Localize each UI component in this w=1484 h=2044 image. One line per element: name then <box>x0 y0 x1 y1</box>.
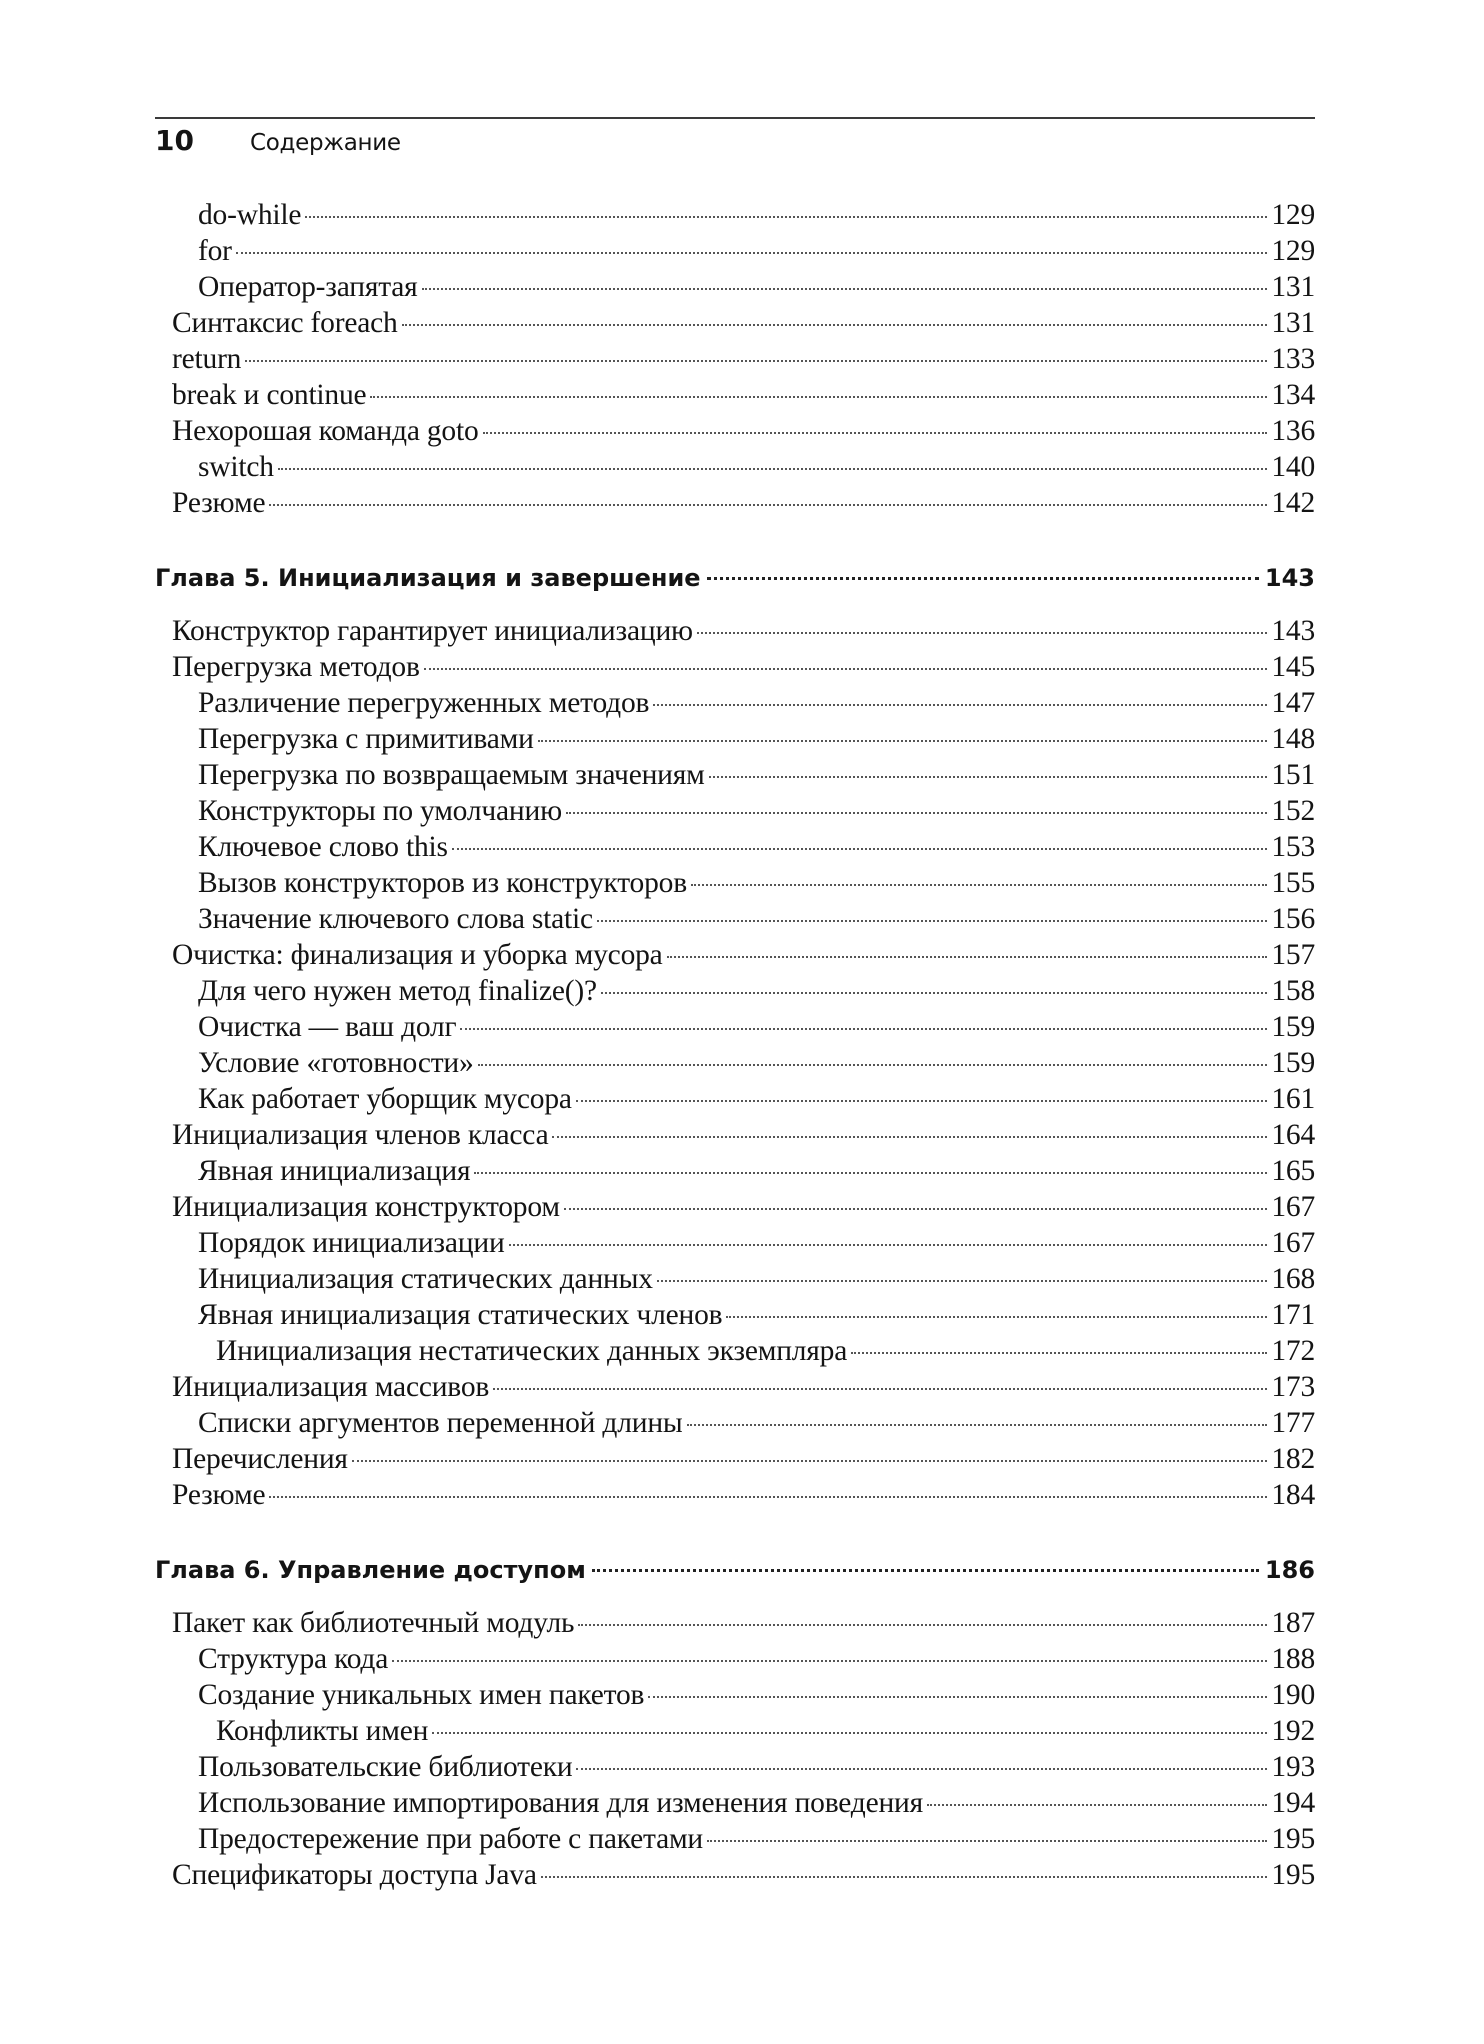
dot-leader <box>509 1244 1268 1246</box>
dot-leader <box>691 884 1267 886</box>
dot-leader <box>452 848 1268 850</box>
dot-leader <box>648 1696 1267 1698</box>
toc-entry-page: 182 <box>1271 1443 1315 1475</box>
toc-entry <box>155 1677 1315 1713</box>
toc-entry-page: 187 <box>1271 1607 1315 1639</box>
chapter-page-number: 143 <box>1264 564 1315 592</box>
dot-leader <box>269 504 1267 506</box>
toc-entry-page: 165 <box>1271 1155 1315 1187</box>
toc-entry-page: 167 <box>1271 1191 1315 1223</box>
toc-entry <box>155 649 1315 685</box>
toc-entry-page: 133 <box>1271 343 1315 375</box>
toc-entry-title: Конструкторы по умолчанию <box>198 795 562 827</box>
toc-entry-page: 192 <box>1271 1715 1315 1747</box>
toc-entry-page: 131 <box>1271 271 1315 303</box>
dot-leader <box>927 1804 1267 1806</box>
toc-entry <box>155 449 1315 485</box>
toc-entry-title: Значение ключевого слова static <box>198 903 593 935</box>
toc-entry <box>155 1857 1315 1893</box>
toc-entry-page: 152 <box>1271 795 1315 827</box>
toc-entry-page: 164 <box>1271 1119 1315 1151</box>
toc-entry <box>155 1045 1315 1081</box>
toc-entry-title: Порядок инициализации <box>198 1227 505 1259</box>
running-header <box>155 124 401 157</box>
toc-entry-page: 145 <box>1271 651 1315 683</box>
toc-entry-page: 193 <box>1271 1751 1315 1783</box>
header-rule <box>155 117 1315 119</box>
toc-entry-title: Резюме <box>172 487 266 519</box>
dot-leader <box>269 1496 1267 1498</box>
toc-entry-title: Перегрузка с примитивами <box>198 723 534 755</box>
dot-leader <box>597 920 1267 922</box>
toc-entry-title: Синтаксис foreach <box>172 307 398 339</box>
toc-entry-title: Резюме <box>172 1479 266 1511</box>
toc-entry-title: Условие «готовности» <box>198 1047 474 1079</box>
toc-entry-title: Инициализация нестатических данных экземпляра <box>216 1335 848 1367</box>
toc-entry-page: 155 <box>1271 867 1315 899</box>
toc-entry-page: 172 <box>1271 1335 1315 1367</box>
dot-leader <box>576 1768 1267 1770</box>
dot-leader <box>653 704 1267 706</box>
chapter-page-number: 186 <box>1264 1556 1315 1584</box>
toc-entry-title: Очистка: финализация и уборка мусора <box>172 939 663 971</box>
toc-entry-title: Перегрузка по возвращаемым значениям <box>198 759 705 791</box>
dot-leader <box>541 1876 1268 1878</box>
toc-entry-title: Явная инициализация <box>198 1155 471 1187</box>
toc-entry-page: 156 <box>1271 903 1315 935</box>
dot-leader <box>552 1136 1267 1138</box>
dot-leader <box>493 1388 1267 1390</box>
toc-entry-title: Инициализация членов класса <box>172 1119 549 1151</box>
toc-entry-title: Очистка — ваш долг <box>198 1011 457 1043</box>
chapter-heading <box>155 559 1315 597</box>
toc-entry-page: 143 <box>1271 615 1315 647</box>
toc-entry-title: switch <box>198 451 274 483</box>
toc-entry-page: 129 <box>1271 235 1315 267</box>
toc-entry <box>155 377 1315 413</box>
dot-leader <box>564 1208 1268 1210</box>
toc-entry-page: 129 <box>1271 199 1315 231</box>
toc-entry <box>155 1713 1315 1749</box>
toc-entry <box>155 1261 1315 1297</box>
dot-leader <box>422 288 1268 290</box>
toc-entry <box>155 485 1315 521</box>
toc-entry-page: 136 <box>1271 415 1315 447</box>
toc-entry <box>155 1189 1315 1225</box>
toc-entry <box>155 233 1315 269</box>
chapter-heading <box>155 1551 1315 1589</box>
toc-entry <box>155 613 1315 649</box>
dot-leader <box>566 812 1267 814</box>
toc-entry-title: Явная инициализация статических членов <box>198 1299 723 1331</box>
toc-entry <box>155 1297 1315 1333</box>
toc-entry-title: Конструктор гарантирует инициализацию <box>172 615 693 647</box>
toc-entry-title: Ключевое слово this <box>198 831 448 863</box>
dot-leader <box>707 1840 1267 1842</box>
toc-entry-title: do-while <box>198 199 302 231</box>
toc-entry <box>155 269 1315 305</box>
toc-entry-page: 177 <box>1271 1407 1315 1439</box>
toc-entry <box>155 829 1315 865</box>
toc-entry <box>155 757 1315 793</box>
toc-entry <box>155 413 1315 449</box>
toc-entry <box>155 305 1315 341</box>
toc-entry-page: 134 <box>1271 379 1315 411</box>
toc-entry <box>155 1405 1315 1441</box>
dot-leader <box>402 324 1268 326</box>
toc-entry-title: break и continue <box>172 379 367 411</box>
dot-leader <box>578 1624 1267 1626</box>
dot-leader <box>851 1352 1267 1354</box>
dot-leader <box>709 776 1268 778</box>
page-number: 10 <box>155 124 194 157</box>
dot-leader <box>538 740 1268 742</box>
toc-entry-title: Нехорошая команда goto <box>172 415 479 447</box>
dot-leader <box>424 668 1268 670</box>
dot-leader <box>236 252 1268 254</box>
dot-leader <box>697 632 1267 634</box>
toc-entry-page: 194 <box>1271 1787 1315 1819</box>
toc-entry <box>155 721 1315 757</box>
toc-entry-page: 195 <box>1271 1859 1315 1891</box>
toc-entry <box>155 901 1315 937</box>
toc-entry <box>155 1441 1315 1477</box>
toc-entry-page: 159 <box>1271 1047 1315 1079</box>
toc-entry-page: 171 <box>1271 1299 1315 1331</box>
toc-entry-title: Инициализация конструктором <box>172 1191 560 1223</box>
toc-entry-title: Инициализация статических данных <box>198 1263 653 1295</box>
dot-leader <box>370 396 1267 398</box>
dot-leader <box>601 992 1267 994</box>
toc-entry <box>155 1749 1315 1785</box>
toc-entry-page: 159 <box>1271 1011 1315 1043</box>
dot-leader <box>667 956 1268 958</box>
toc-entry-page: 147 <box>1271 687 1315 719</box>
dot-leader <box>245 360 1267 362</box>
toc-entry <box>155 1333 1315 1369</box>
chapter-title: Глава 6. Управление доступом <box>155 1556 586 1584</box>
toc-entry <box>155 1153 1315 1189</box>
toc-entry-page: 173 <box>1271 1371 1315 1403</box>
dot-leader <box>726 1316 1267 1318</box>
toc-entry-page: 188 <box>1271 1643 1315 1675</box>
toc-entry <box>155 341 1315 377</box>
toc-entry <box>155 1605 1315 1641</box>
toc-entry <box>155 937 1315 973</box>
dot-leader <box>278 468 1268 470</box>
toc-entry-page: 195 <box>1271 1823 1315 1855</box>
toc-entry-page: 167 <box>1271 1227 1315 1259</box>
toc-entry-title: Как работает уборщик мусора <box>198 1083 572 1115</box>
toc-entry-title: Спецификаторы доступа Java <box>172 1859 537 1891</box>
table-of-contents <box>155 197 1315 1893</box>
toc-entry-title: Вызов конструкторов из конструкторов <box>198 867 687 899</box>
toc-entry <box>155 1081 1315 1117</box>
toc-entry <box>155 973 1315 1009</box>
dot-leader <box>392 1660 1267 1662</box>
toc-entry <box>155 1477 1315 1513</box>
dot-leader <box>478 1064 1268 1066</box>
toc-entry-page: 142 <box>1271 487 1315 519</box>
toc-entry-title: Для чего нужен метод finalize()? <box>198 975 597 1007</box>
toc-entry-page: 158 <box>1271 975 1315 1007</box>
toc-entry-page: 148 <box>1271 723 1315 755</box>
dot-leader <box>460 1028 1267 1030</box>
toc-entry-page: 168 <box>1271 1263 1315 1295</box>
toc-entry <box>155 1641 1315 1677</box>
dot-leader <box>352 1460 1268 1462</box>
dot-leader <box>707 577 1259 580</box>
toc-entry-title: Конфликты имен <box>216 1715 429 1747</box>
dot-leader <box>687 1424 1268 1426</box>
chapter-title: Глава 5. Инициализация и завершение <box>155 564 701 592</box>
toc-entry-title: Списки аргументов переменной длины <box>198 1407 683 1439</box>
toc-entry-page: 153 <box>1271 831 1315 863</box>
toc-entry-title: Пользовательские библиотеки <box>198 1751 573 1783</box>
toc-entry-title: Предостережение при работе с пакетами <box>198 1823 704 1855</box>
running-title: Содержание <box>250 130 401 156</box>
toc-entry-page: 151 <box>1271 759 1315 791</box>
toc-entry-page: 184 <box>1271 1479 1315 1511</box>
dot-leader <box>305 216 1267 218</box>
toc-entry-page: 157 <box>1271 939 1315 971</box>
toc-entry <box>155 1117 1315 1153</box>
dot-leader <box>592 1569 1259 1572</box>
toc-entry-page: 131 <box>1271 307 1315 339</box>
dot-leader <box>657 1280 1268 1282</box>
toc-entry-title: Пакет как библиотечный модуль <box>172 1607 575 1639</box>
toc-entry-title: for <box>198 235 232 267</box>
toc-entry-title: Перечисления <box>172 1443 348 1475</box>
toc-entry <box>155 1009 1315 1045</box>
toc-entry <box>155 865 1315 901</box>
toc-entry-title: Оператор-запятая <box>198 271 418 303</box>
dot-leader <box>474 1172 1267 1174</box>
toc-entry <box>155 1785 1315 1821</box>
toc-entry <box>155 1225 1315 1261</box>
toc-entry-page: 161 <box>1271 1083 1315 1115</box>
toc-entry <box>155 685 1315 721</box>
toc-entry-title: return <box>172 343 242 375</box>
toc-entry <box>155 1369 1315 1405</box>
toc-entry-title: Структура кода <box>198 1643 389 1675</box>
toc-entry <box>155 197 1315 233</box>
dot-leader <box>576 1100 1268 1102</box>
toc-entry-title: Различение перегруженных методов <box>198 687 650 719</box>
toc-entry-page: 140 <box>1271 451 1315 483</box>
toc-entry-page: 190 <box>1271 1679 1315 1711</box>
toc-entry-title: Инициализация массивов <box>172 1371 490 1403</box>
toc-entry-title: Использование импортирования для изменения поведения <box>198 1787 924 1819</box>
toc-entry-title: Перегрузка методов <box>172 651 420 683</box>
toc-entry <box>155 793 1315 829</box>
dot-leader <box>483 432 1268 434</box>
toc-entry-title: Создание уникальных имен пакетов <box>198 1679 645 1711</box>
toc-entry <box>155 1821 1315 1857</box>
dot-leader <box>432 1732 1267 1734</box>
